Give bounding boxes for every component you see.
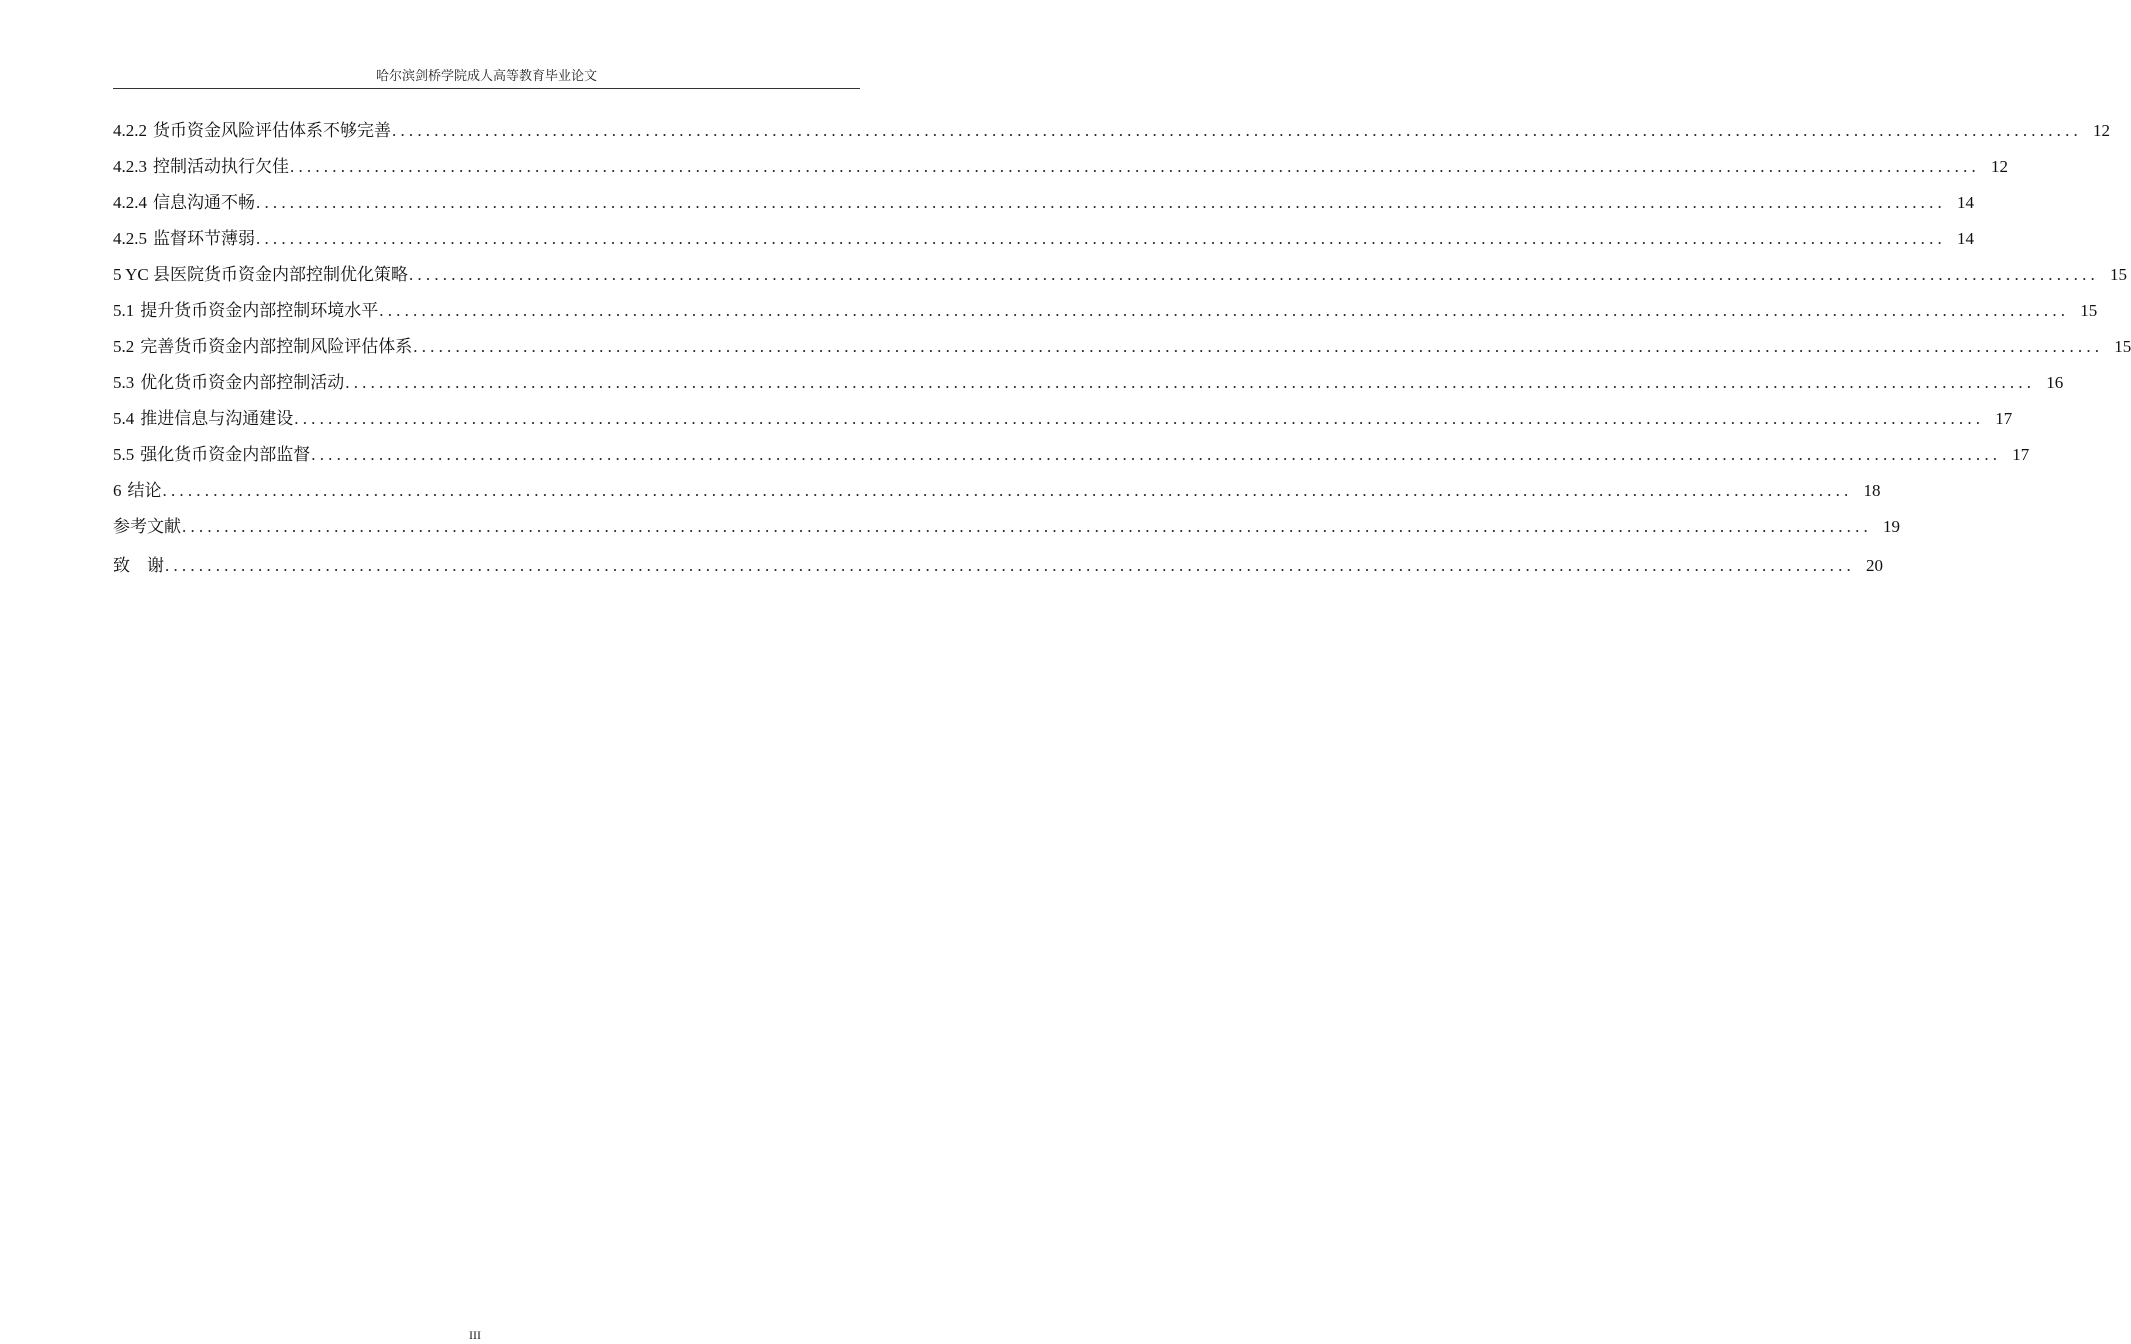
toc-entry[interactable]	[113, 401, 2013, 437]
toc-entry-number: 4.2.2	[113, 121, 147, 140]
toc-entry-title: 致 谢	[113, 556, 164, 575]
toc-entry[interactable]	[113, 548, 1883, 584]
toc-entry-page: 20	[1866, 556, 1883, 575]
toc-entry[interactable]	[113, 293, 2098, 329]
toc-entry-title: 优化货币资金内部控制活动	[140, 373, 345, 392]
toc-dot-leader: ........................................................................................................................................................................................................	[345, 373, 2036, 392]
toc-entry-label	[113, 149, 289, 185]
toc-entry-page: 14	[1957, 229, 1974, 248]
toc-dot-leader: ........................................................................................................................................................................................................	[165, 556, 1855, 575]
toc-entry-page: 19	[1883, 517, 1900, 536]
toc-entry-label	[113, 401, 293, 437]
toc-entry-title: 参考文献	[113, 517, 181, 536]
toc-dot-leader: ........................................................................................................................................................................................................	[379, 301, 2070, 320]
toc-entry-title: 5 YC 县医院货币资金内部控制优化策略	[113, 265, 408, 284]
toc-dot-leader: ........................................................................................................................................................................................................	[392, 121, 2082, 140]
toc-dot-leader: ........................................................................................................................................................................................................	[162, 481, 1853, 500]
toc-entry-page: 12	[1991, 157, 2008, 176]
toc-entry-title: 推进信息与沟通建设	[140, 409, 294, 428]
toc-entry-title: 货币资金风险评估体系不够完善	[153, 121, 391, 140]
toc-entry-number: 4.2.3	[113, 157, 147, 176]
toc-dot-leader: ........................................................................................................................................................................................................	[182, 517, 1872, 536]
toc-entry-number: 6	[113, 481, 122, 500]
toc-entry-title: 提升货币资金内部控制环境水平	[140, 301, 379, 320]
toc-entry-label	[113, 473, 162, 509]
toc-entry-number: 4.2.5	[113, 229, 147, 248]
table-of-contents	[113, 113, 2131, 584]
toc-entry-page: 16	[2046, 373, 2064, 392]
page-footer	[0, 1327, 950, 1343]
toc-dot-leader: ........................................................................................................................................................................................................	[290, 157, 1980, 176]
toc-entry-page: 18	[1863, 481, 1881, 500]
toc-entry-title: 控制活动执行欠佳	[153, 157, 289, 176]
page-header	[113, 66, 860, 89]
toc-entry[interactable]	[113, 509, 1900, 545]
toc-entry-label	[113, 293, 378, 329]
toc-entry[interactable]	[113, 257, 2127, 293]
toc-entry-number: 5.1	[113, 301, 135, 320]
toc-entry-page: 15	[2080, 301, 2098, 320]
toc-entry[interactable]	[113, 329, 2131, 365]
toc-entry-page: 14	[1957, 193, 1974, 212]
toc-entry-label	[113, 329, 412, 365]
toc-entry[interactable]	[113, 365, 2064, 401]
toc-entry[interactable]	[113, 473, 1881, 509]
toc-entry-number: 5.5	[113, 445, 135, 464]
toc-entry-label	[113, 365, 344, 401]
toc-entry-label	[113, 509, 181, 545]
toc-dot-leader: ........................................................................................................................................................................................................	[256, 229, 1946, 248]
toc-entry-label	[113, 185, 255, 221]
toc-entry-number: 5.4	[113, 409, 135, 428]
toc-dot-leader: ........................................................................................................................................................................................................	[294, 409, 1985, 428]
toc-entry-page: 17	[1995, 409, 2013, 428]
toc-entry[interactable]	[113, 221, 1974, 257]
toc-entry[interactable]	[113, 185, 1974, 221]
toc-entry-page: 12	[2093, 121, 2110, 140]
toc-entry-label	[113, 257, 408, 293]
toc-entry-label	[113, 113, 391, 149]
toc-dot-leader: ........................................................................................................................................................................................................	[256, 193, 1946, 212]
toc-entry[interactable]	[113, 113, 2110, 149]
toc-entry-title: 结论	[127, 481, 162, 500]
toc-entry-title: 完善货币资金内部控制风险评估体系	[140, 337, 413, 356]
toc-dot-leader: ........................................................................................................................................................................................................	[408, 265, 2099, 284]
toc-entry-page: 15	[2114, 337, 2131, 356]
toc-entry[interactable]	[113, 149, 2008, 185]
toc-entry-page: 15	[2109, 265, 2127, 284]
toc-dot-leader: ........................................................................................................................................................................................................	[311, 445, 2002, 464]
page-number: III	[469, 1328, 481, 1342]
toc-entry-number: 5.3	[113, 373, 135, 392]
toc-entry-page: 17	[2012, 445, 2030, 464]
toc-entry-number: 5.2	[113, 337, 135, 356]
toc-dot-leader: ........................................................................................................................................................................................................	[413, 337, 2104, 356]
toc-entry-label	[113, 437, 310, 473]
header-title: 哈尔滨剑桥学院成人高等教育毕业论文	[375, 68, 597, 83]
toc-entry[interactable]	[113, 437, 2030, 473]
toc-entry-number: 4.2.4	[113, 193, 147, 212]
toc-entry-label	[113, 548, 164, 584]
toc-entry-title: 强化货币资金内部监督	[140, 445, 311, 464]
toc-entry-title: 监督环节薄弱	[153, 229, 255, 248]
toc-entry-title: 信息沟通不畅	[153, 193, 255, 212]
toc-entry-label	[113, 221, 255, 257]
